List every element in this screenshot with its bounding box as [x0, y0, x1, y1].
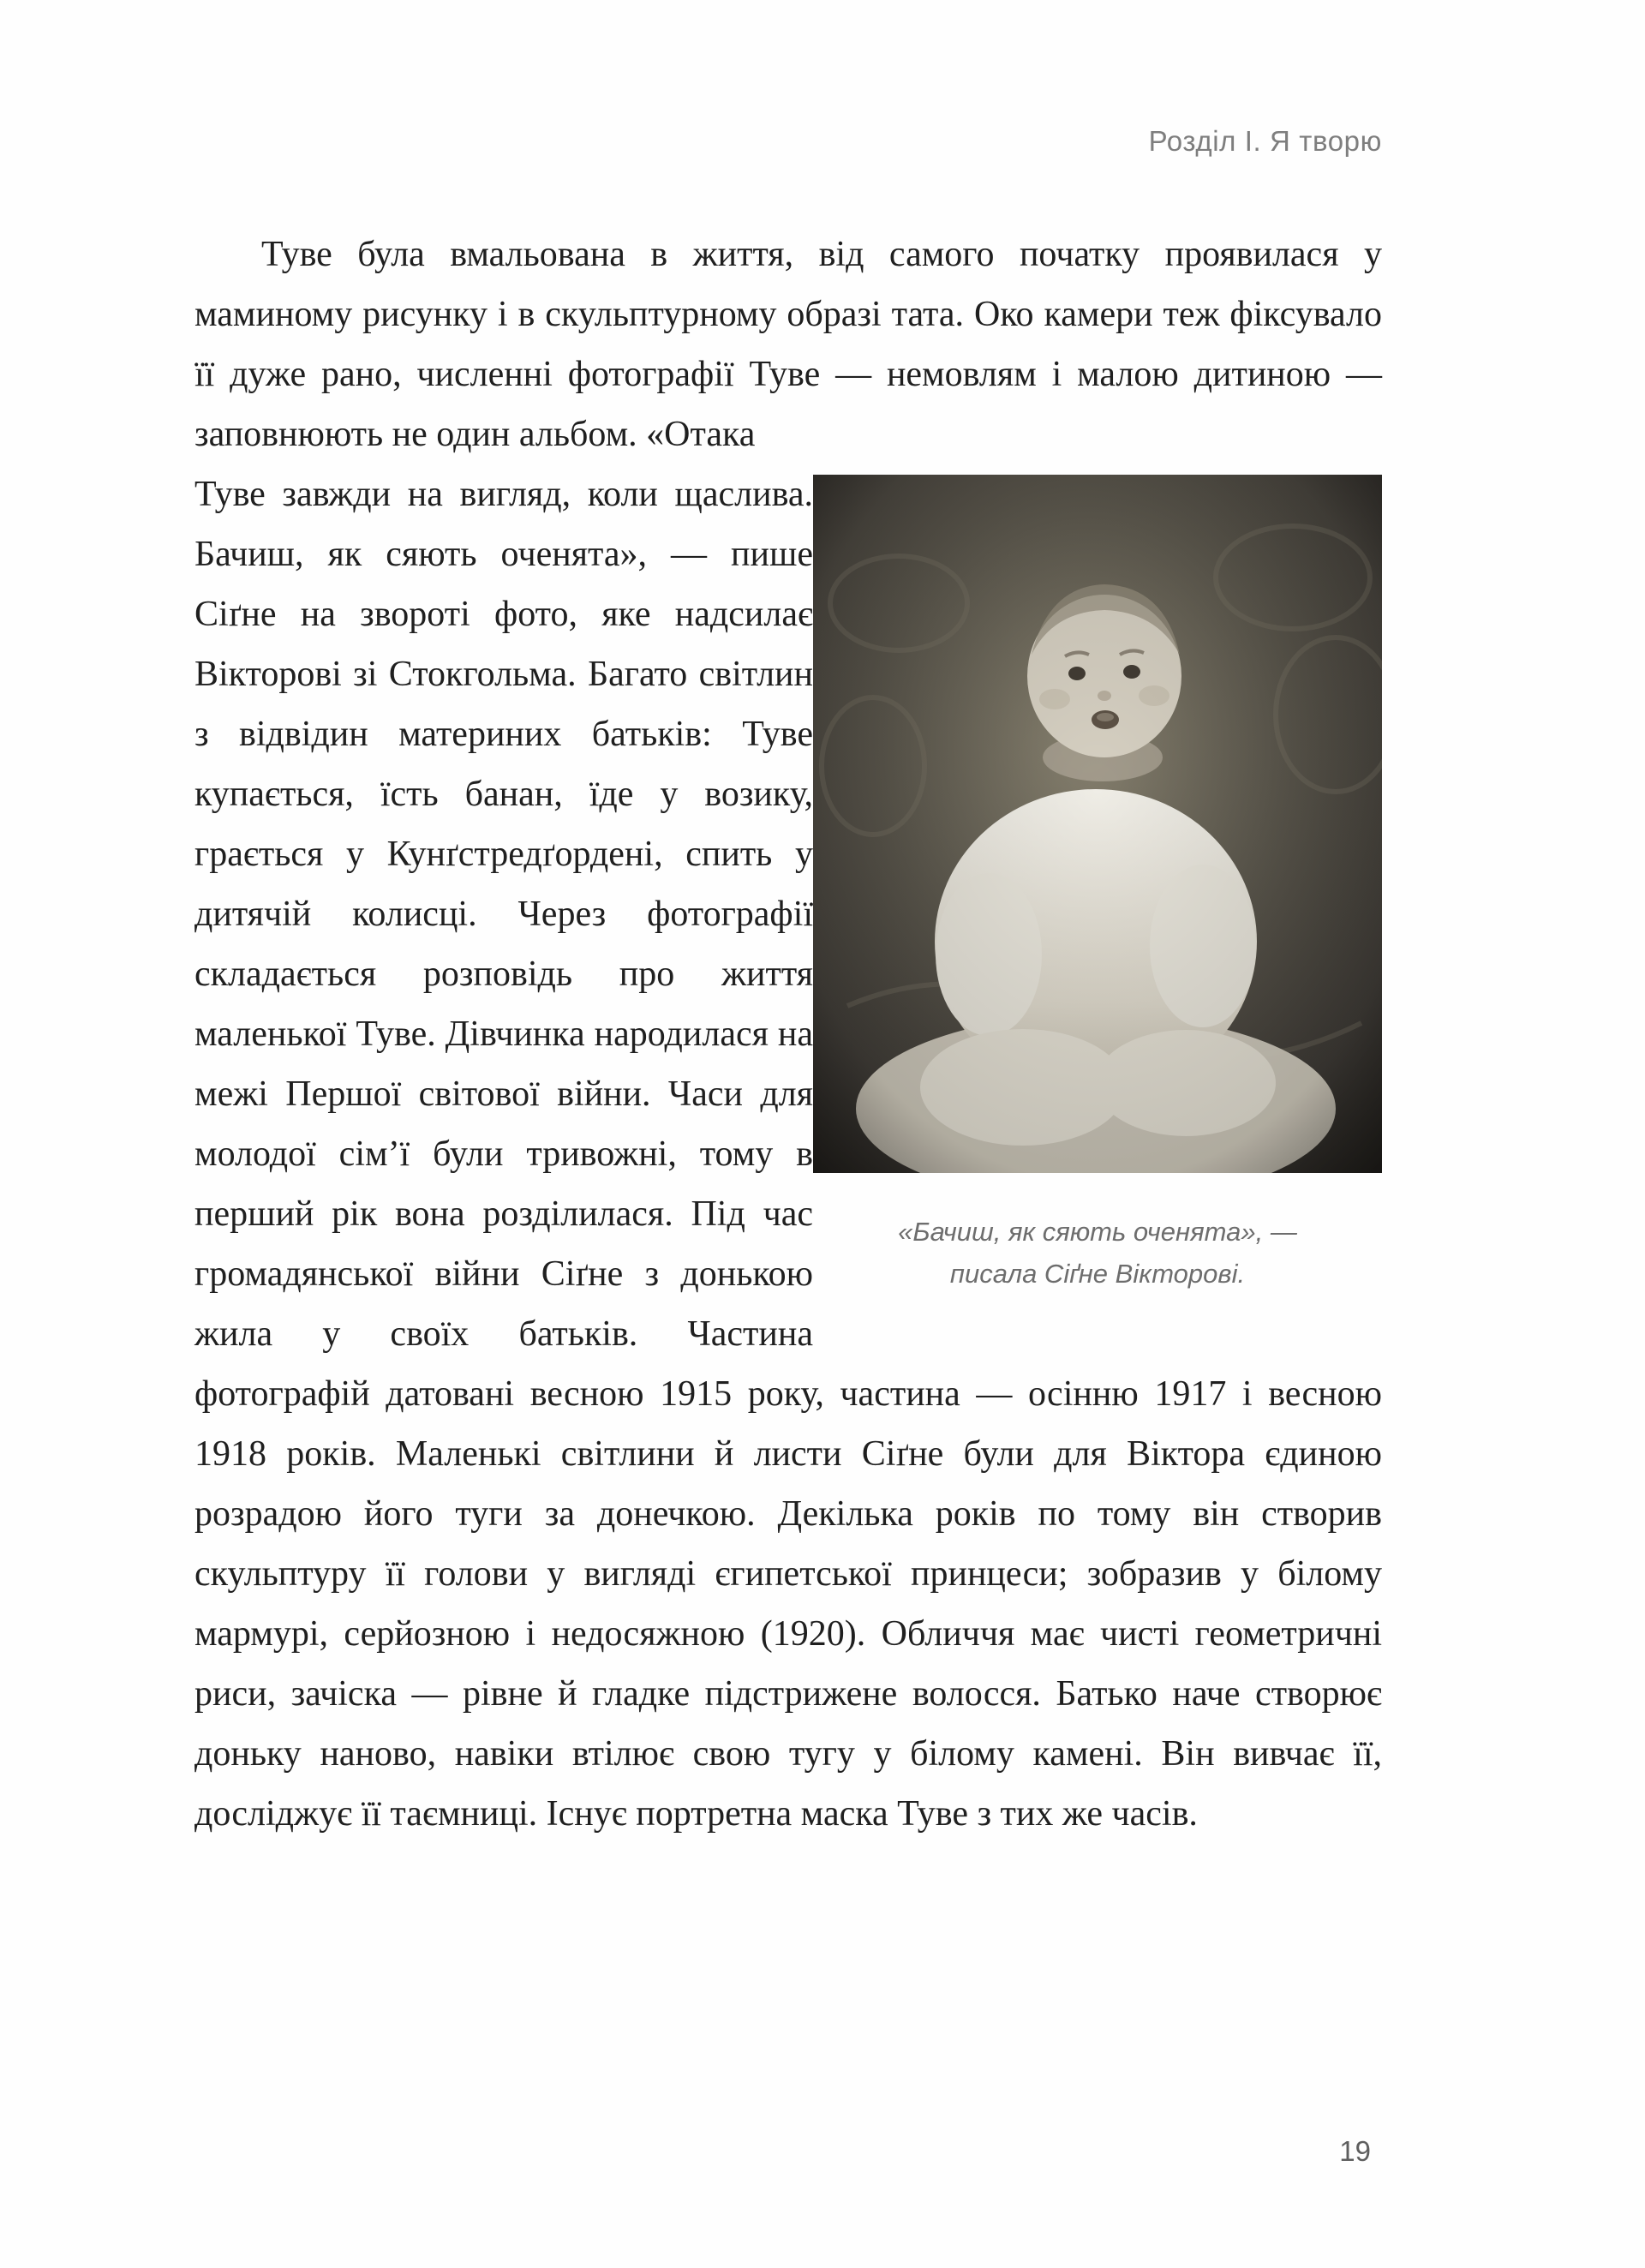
baby-photo-figure	[813, 475, 1382, 1295]
baby-portrait-photo	[813, 475, 1382, 1173]
photo-caption-line1: «Бачиш, як сяють оченята», —	[898, 1217, 1297, 1247]
photo-caption-line2: писала Сіґне Вікторові.	[949, 1259, 1246, 1289]
body-text-block	[194, 224, 1382, 1880]
photo-caption	[813, 1211, 1382, 1295]
chapter-running-head: Розділ І. Я творю	[1148, 125, 1382, 157]
paragraph-main-text: Туве завжди на вигляд, коли щаслива. Бачиш, як сяють оченята», — пише Сіґне на звороті фото, яке надсилає Вікторові зі Стокгольма. Багато світлин з відвідин материних батьків: Туве купається, їсть банан, їде у возику, грається у Кунґстредґордені, спить у дитячій колисці. Через фотографії складається розповідь про життя маленької Туве. Дівчинка народилася на межі Першої світової війни. Часи для молодої сім’ї були тривожні, тому в перший рік вона розділилася. Під час громадянської війни Сіґне з донькою жила у своїх батьків. Частина фотографій датовані весною 1915 року, частина — осінню 1917 і весною 1918 років. Маленькі світлини й листи Сіґне були для Віктора єдиною розрадою його туги за донечкою. Декілька років по тому він створив скульптуру її голови у вигляді єгипетської принцеси; зобразив у білому мармурі, серйозною і недосяжною (1920). Обличчя має чисті геометричні риси, зачіска — рівне й гладке підстрижене волосся. Батько наче створює доньку наново, навіки втілює свою тугу у білому камені. Він вивчає її, досліджує її таємниці. Існує портретна маска Туве з тих же часів.	[194, 475, 1382, 1834]
page-number: 19	[1339, 2135, 1371, 2167]
paragraph-intro-text: Туве була вмальована в життя, від самого початку проявилася у маминому рисунку і в скульптурному образі тата. Око камери теж фіксувало її дуже рано, численні фотографії Туве — немовлям і малою дитиною — заповнюють не один альбом. «Отака	[194, 235, 1382, 454]
paragraph	[194, 224, 1382, 464]
